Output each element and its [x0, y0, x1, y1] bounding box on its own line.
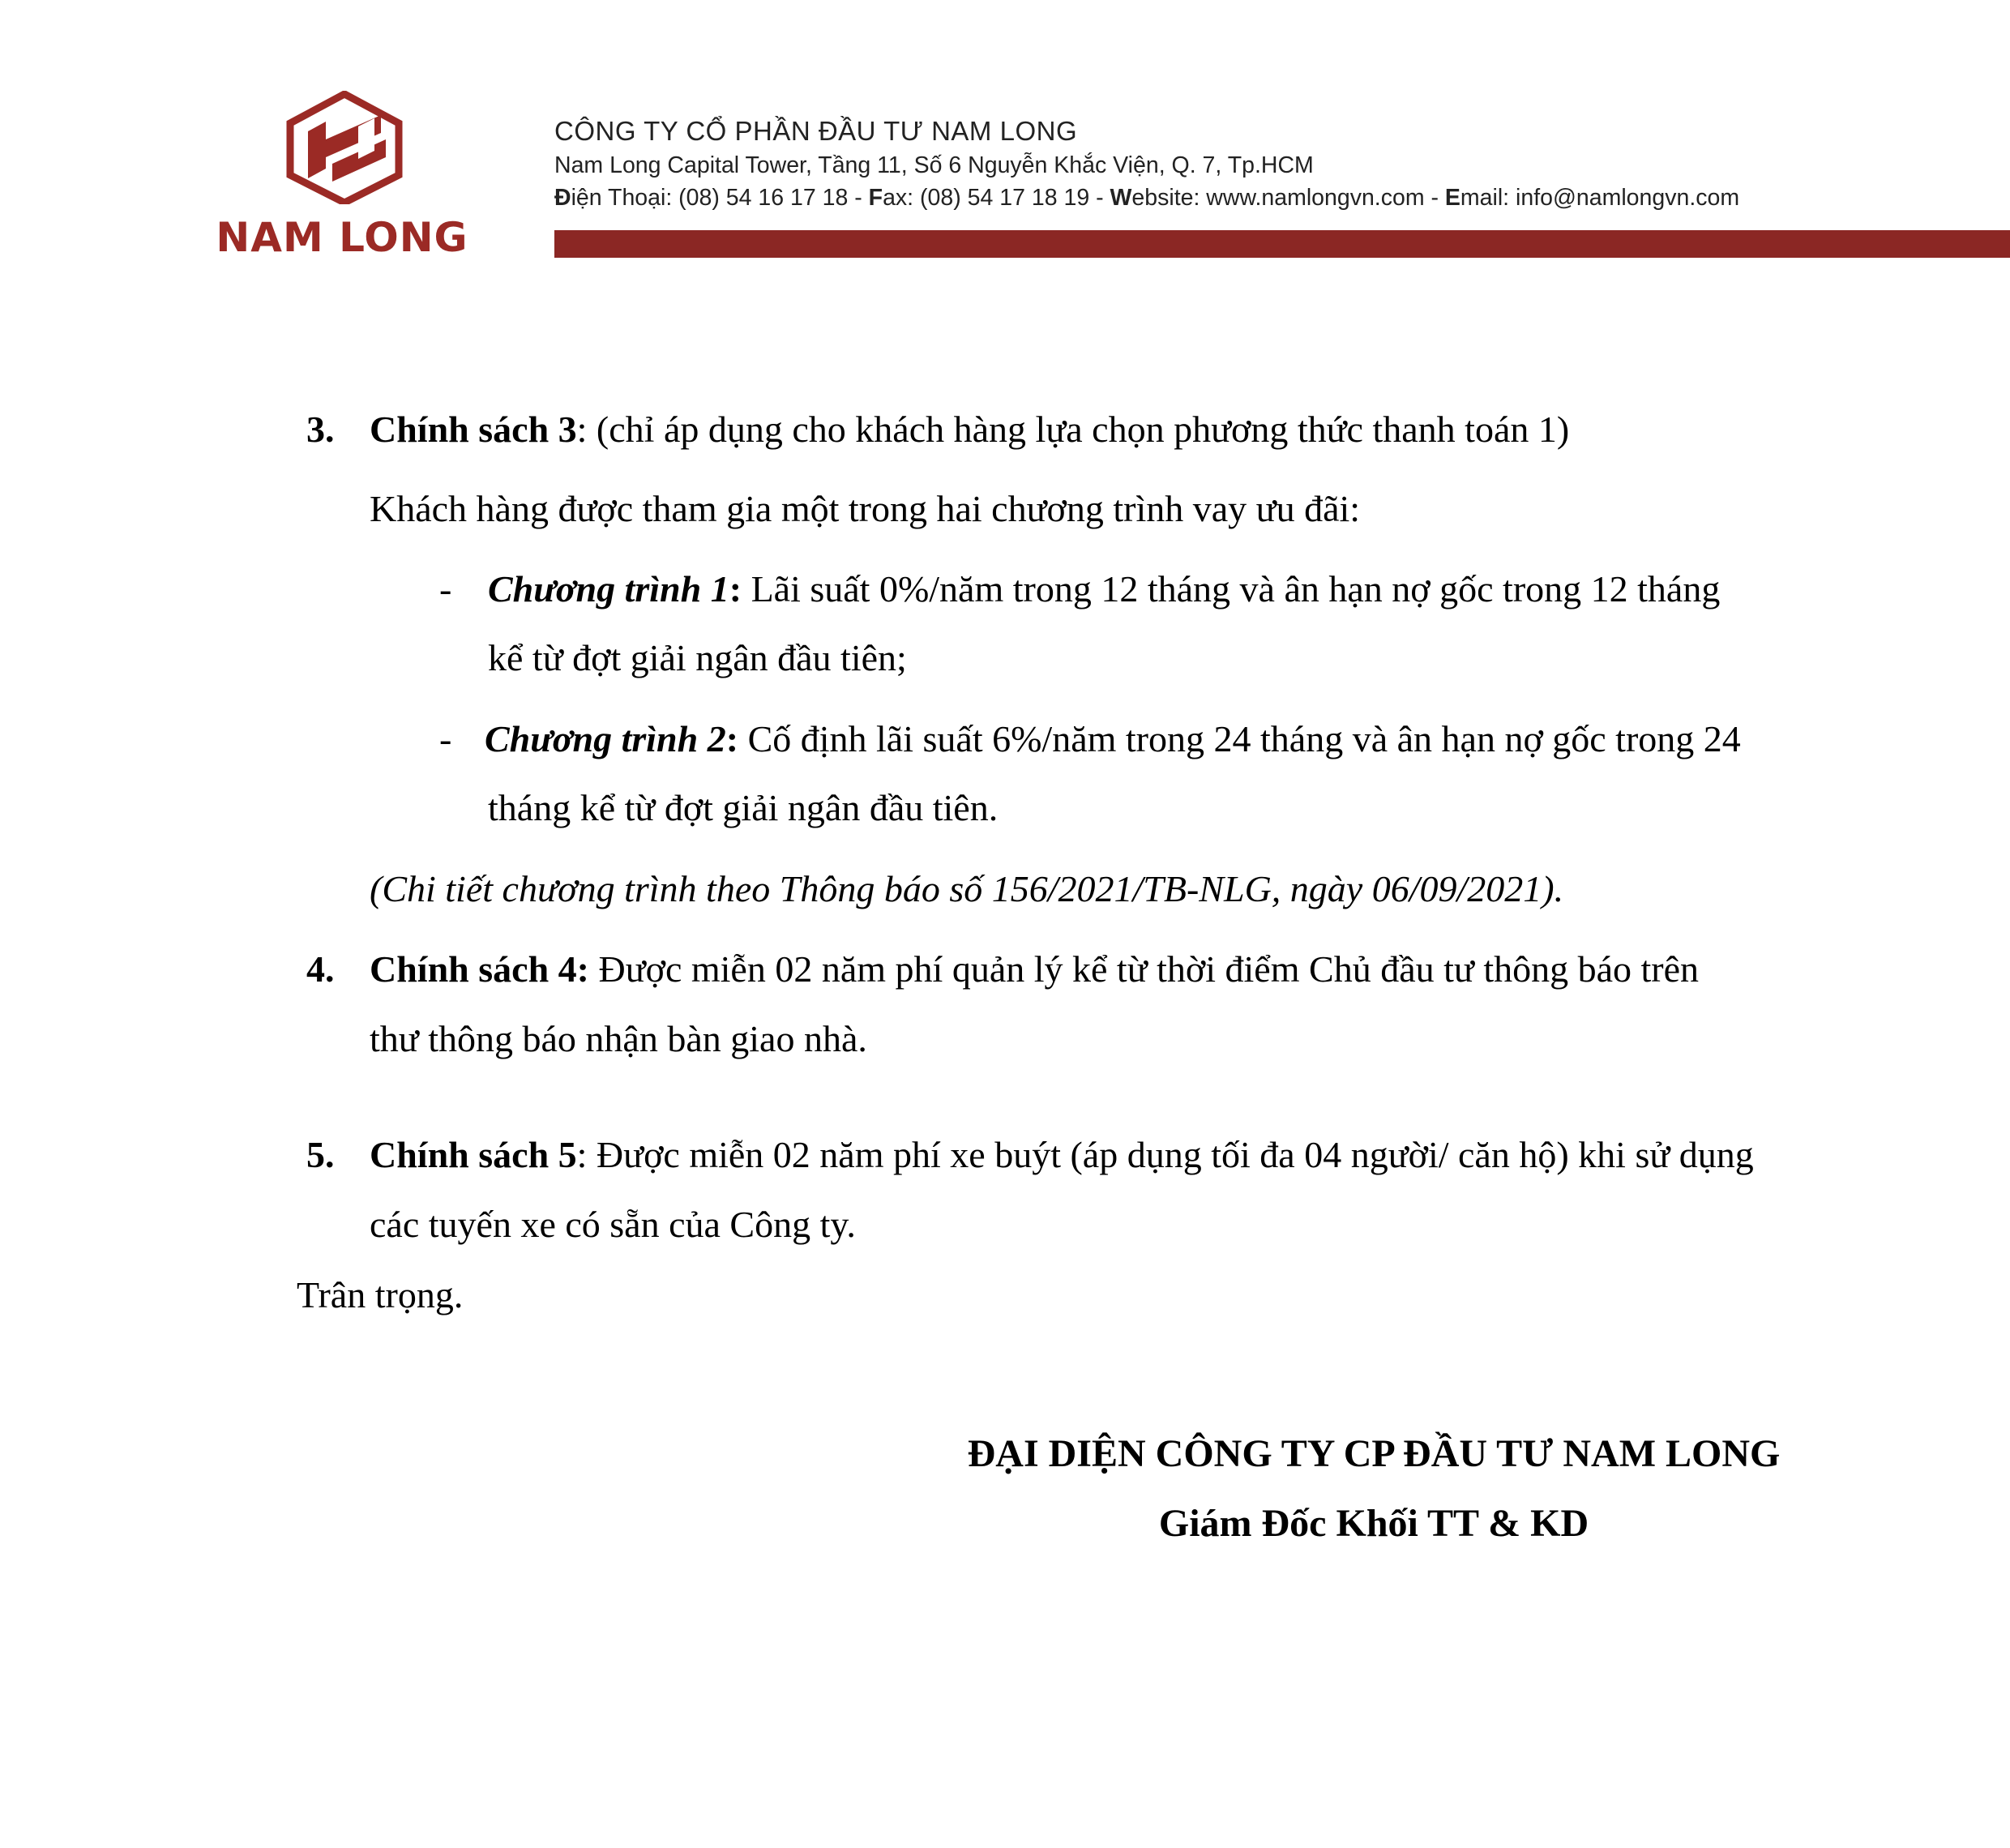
- program-1-line2: kể từ đợt giải ngân đầu tiên;: [488, 637, 907, 678]
- company-info: [554, 113, 1739, 214]
- program-2-text: Cố định lãi suất 6%/năm trong 24 tháng và ân hạn nợ gốc trong 24: [738, 718, 1741, 759]
- company-name: CÔNG TY CỔ PHẦN ĐẦU TƯ NAM LONG: [554, 116, 1078, 146]
- policy-5-text: : Được miễn 02 năm phí xe buýt (áp dụng tối đa 04 người/ căn hộ) khi sử dụng: [576, 1134, 1754, 1175]
- program-1-line1: [488, 565, 1720, 614]
- policy-3-note: (Chi tiết chương trình theo Thông báo số 156/2021/TB-NLG, ngày 06/09/2021).: [370, 868, 1564, 909]
- program-2-title: Chương trình 2: [485, 718, 726, 759]
- program-1-title: Chương trình 1: [488, 568, 729, 610]
- contact-fax-initial: F: [868, 185, 883, 211]
- program-2-colon: :: [725, 718, 739, 759]
- contact-fax: ax: (08) 54 17 18 19 -: [883, 185, 1110, 211]
- policy-3-intro: Khách hàng được tham gia một trong hai chương trình vay ưu đãi:: [370, 488, 1361, 529]
- logo-wordmark: NAM LONG: [216, 214, 468, 261]
- contact-email-initial: E: [1444, 185, 1460, 211]
- policy-3-condition: : (chỉ áp dụng cho khách hàng lựa chọn phương thức thanh toán 1): [576, 409, 1570, 450]
- signature-company: ĐẠI DIỆN CÔNG TY CP ĐẦU TƯ NAM LONG: [967, 1432, 1781, 1475]
- header-divider-bar: [554, 230, 2010, 258]
- policy-5-line2: các tuyến xe có sẵn của Công ty.: [370, 1204, 856, 1245]
- closing-text: Trân trọng.: [297, 1274, 464, 1315]
- policy-4-line2: thư thông báo nhận bàn giao nhà.: [370, 1018, 867, 1059]
- policy-5-title: Chính sách 5: [370, 1134, 577, 1175]
- policy-3-number: 3.: [306, 409, 335, 450]
- contact-phone-initial: Đ: [554, 185, 571, 211]
- contact-phone: iện Thoại: (08) 54 16 17 18 -: [571, 185, 869, 211]
- program-2-line1: [485, 715, 1741, 764]
- contact-email: mail: info@namlongvn.com: [1460, 185, 1740, 211]
- program-1-dash: -: [439, 568, 452, 610]
- policy-5-number: 5.: [306, 1134, 335, 1175]
- program-1-text: Lãi suất 0%/năm trong 12 tháng và ân hạn nợ gốc trong 12 tháng: [742, 568, 1721, 610]
- contact-website: ebsite: www.namlongvn.com -: [1131, 185, 1445, 211]
- policy-3-heading: [370, 405, 1569, 454]
- contact-web-initial: W: [1110, 185, 1132, 211]
- program-2-line2: tháng kể từ đợt giải ngân đầu tiên.: [488, 787, 999, 828]
- company-logo: [188, 91, 496, 269]
- policy-4-line1: [370, 945, 1699, 994]
- policy-3-title: Chính sách 3: [370, 409, 577, 450]
- nam-long-logo-icon: [284, 91, 405, 204]
- program-2-dash: -: [439, 718, 452, 759]
- company-contact: [554, 182, 1739, 214]
- policy-4-text: Được miễn 02 năm phí quản lý kể từ thời điểm Chủ đầu tư thông báo trên: [588, 948, 1700, 990]
- company-address: Nam Long Capital Tower, Tầng 11, Số 6 Nguyễn Khắc Viện, Q. 7, Tp.HCM: [554, 152, 1314, 178]
- program-1-colon: :: [729, 568, 742, 610]
- signature-title: Giám Đốc Khối TT & KD: [1158, 1502, 1589, 1545]
- policy-4-title: Chính sách 4:: [370, 948, 589, 990]
- policy-4-number: 4.: [306, 948, 335, 990]
- policy-5-line1: [370, 1131, 1754, 1179]
